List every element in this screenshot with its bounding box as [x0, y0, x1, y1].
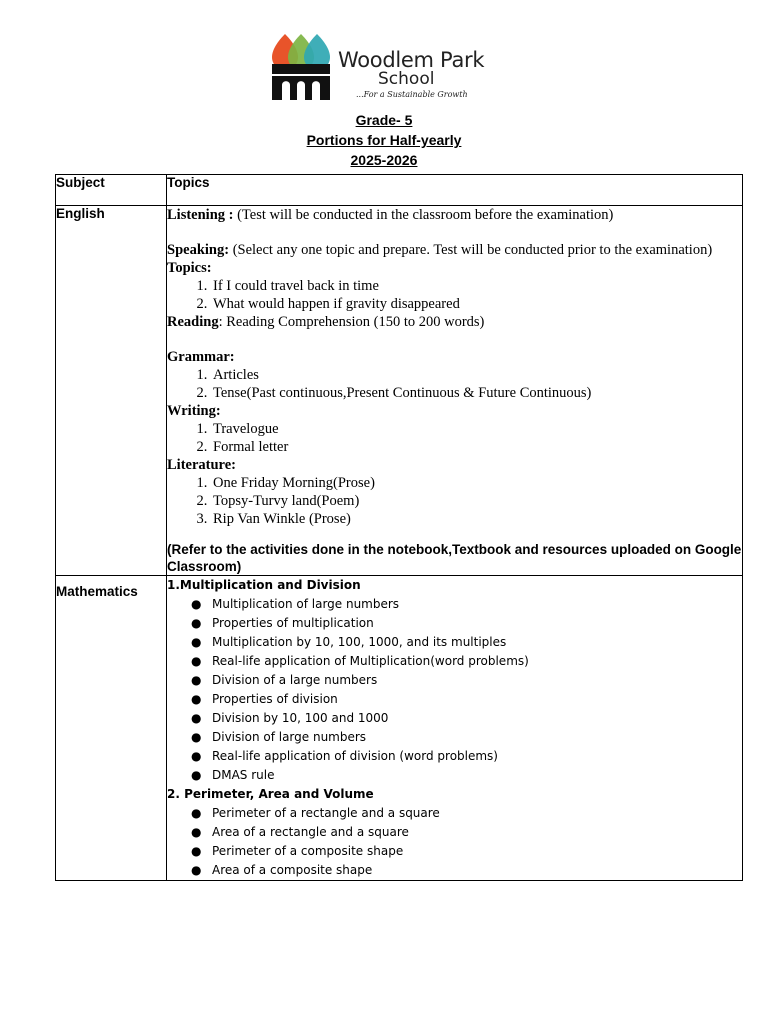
list-item: ● Perimeter of a rectangle and a square	[212, 804, 742, 823]
table-row-mathematics	[56, 576, 743, 881]
list-item: 2. Topsy-Turvy land(Poem)	[211, 492, 742, 510]
bullet-icon: ●	[191, 730, 202, 744]
list-item: ● Area of a composite shape	[212, 861, 742, 880]
list-item: 3. Rip Van Winkle (Prose)	[211, 510, 742, 528]
subject-english: English	[56, 206, 167, 576]
bullet-icon: ●	[191, 597, 202, 611]
list-item: ● Real-life application of Multiplication(word problems)	[212, 652, 742, 671]
list-item: ● Multiplication by 10, 100, 1000, and its multiples	[212, 633, 742, 652]
portions-table	[55, 174, 743, 881]
listening-line	[167, 206, 742, 224]
list-item: 1. If I could travel back in time	[211, 277, 742, 295]
bullet-icon: ●	[191, 673, 202, 687]
speaking-line	[167, 241, 742, 259]
bullet-icon: ●	[191, 616, 202, 630]
logo-tagline: ...For a Sustainable Growth	[356, 90, 468, 99]
reading-label: Reading	[167, 314, 219, 330]
math-section-2-list	[167, 804, 742, 880]
grammar-label: Grammar:	[167, 349, 235, 365]
writing-label: Writing:	[167, 403, 221, 419]
listening-label: Listening :	[167, 207, 238, 223]
logo-school-name: Woodlem Park	[338, 48, 485, 72]
school-logo	[270, 30, 485, 105]
bullet-icon: ●	[191, 654, 202, 668]
grade-heading: Grade- 5	[355, 112, 413, 128]
reading-line	[167, 313, 742, 331]
reading-text: : Reading Comprehension (150 to 200 words)	[218, 314, 485, 330]
table-row-english	[56, 206, 743, 576]
refer-note: (Refer to the activities done in the notebook,Textbook and resources uploaded on Google Classroom)	[167, 542, 742, 574]
list-item: ● Area of a rectangle and a square	[212, 823, 742, 842]
portions-heading: Portions for Half-yearly	[306, 132, 462, 148]
list-item: ● Perimeter of a composite shape	[212, 842, 742, 861]
bullet-icon: ●	[191, 844, 202, 858]
grammar-list	[167, 366, 742, 402]
topics-label: Topics:	[167, 260, 212, 276]
speaking-label: Speaking:	[167, 242, 230, 258]
list-item: ● Real-life application of division (word problems)	[212, 747, 742, 766]
list-item: 2. Formal letter	[211, 438, 742, 456]
list-item: 2. What would happen if gravity disappeared	[211, 295, 742, 313]
list-item: ● Division of a large numbers	[212, 671, 742, 690]
listening-text: (Test will be conducted in the classroom before the examination)	[237, 207, 614, 223]
list-item: ● Division by 10, 100 and 1000	[212, 709, 742, 728]
list-item: ● DMAS rule	[212, 766, 742, 785]
list-item: ● Division of large numbers	[212, 728, 742, 747]
header-topics: Topics	[167, 175, 743, 206]
literature-label: Literature:	[167, 457, 236, 473]
subject-mathematics: Mathematics	[56, 576, 167, 881]
mathematics-topics	[167, 576, 743, 881]
english-topics	[167, 206, 743, 576]
writing-list	[167, 420, 742, 456]
list-item: 1. Articles	[211, 366, 742, 384]
speaking-topics-list	[167, 277, 742, 313]
bullet-icon: ●	[191, 635, 202, 649]
bullet-icon: ●	[191, 749, 202, 763]
speaking-text: (Select any one topic and prepare. Test will be conducted prior to the examination)	[229, 242, 713, 258]
header-subject: Subject	[56, 175, 167, 206]
bullet-icon: ●	[191, 692, 202, 706]
list-item: ● Properties of division	[212, 690, 742, 709]
school-emblem-icon	[270, 30, 332, 102]
year-heading: 2025-2026	[350, 152, 418, 168]
list-item: 2. Tense(Past continuous,Present Continuous & Future Continuous)	[211, 384, 742, 402]
table-header-row	[56, 175, 743, 206]
list-item: 1. One Friday Morning(Prose)	[211, 474, 742, 492]
list-item: 1. Travelogue	[211, 420, 742, 438]
bullet-icon: ●	[191, 863, 202, 877]
math-section-1-title: 1.Multiplication and Division	[167, 578, 361, 592]
bullet-icon: ●	[191, 711, 202, 725]
bullet-icon: ●	[191, 825, 202, 839]
list-item: ● Multiplication of large numbers	[212, 595, 742, 614]
math-section-2-title: 2. Perimeter, Area and Volume	[167, 787, 374, 801]
list-item: ● Properties of multiplication	[212, 614, 742, 633]
bullet-icon: ●	[191, 806, 202, 820]
math-section-1-list	[167, 595, 742, 785]
bullet-icon: ●	[191, 768, 202, 782]
logo-school-word: School	[378, 69, 435, 89]
literature-list	[167, 474, 742, 528]
